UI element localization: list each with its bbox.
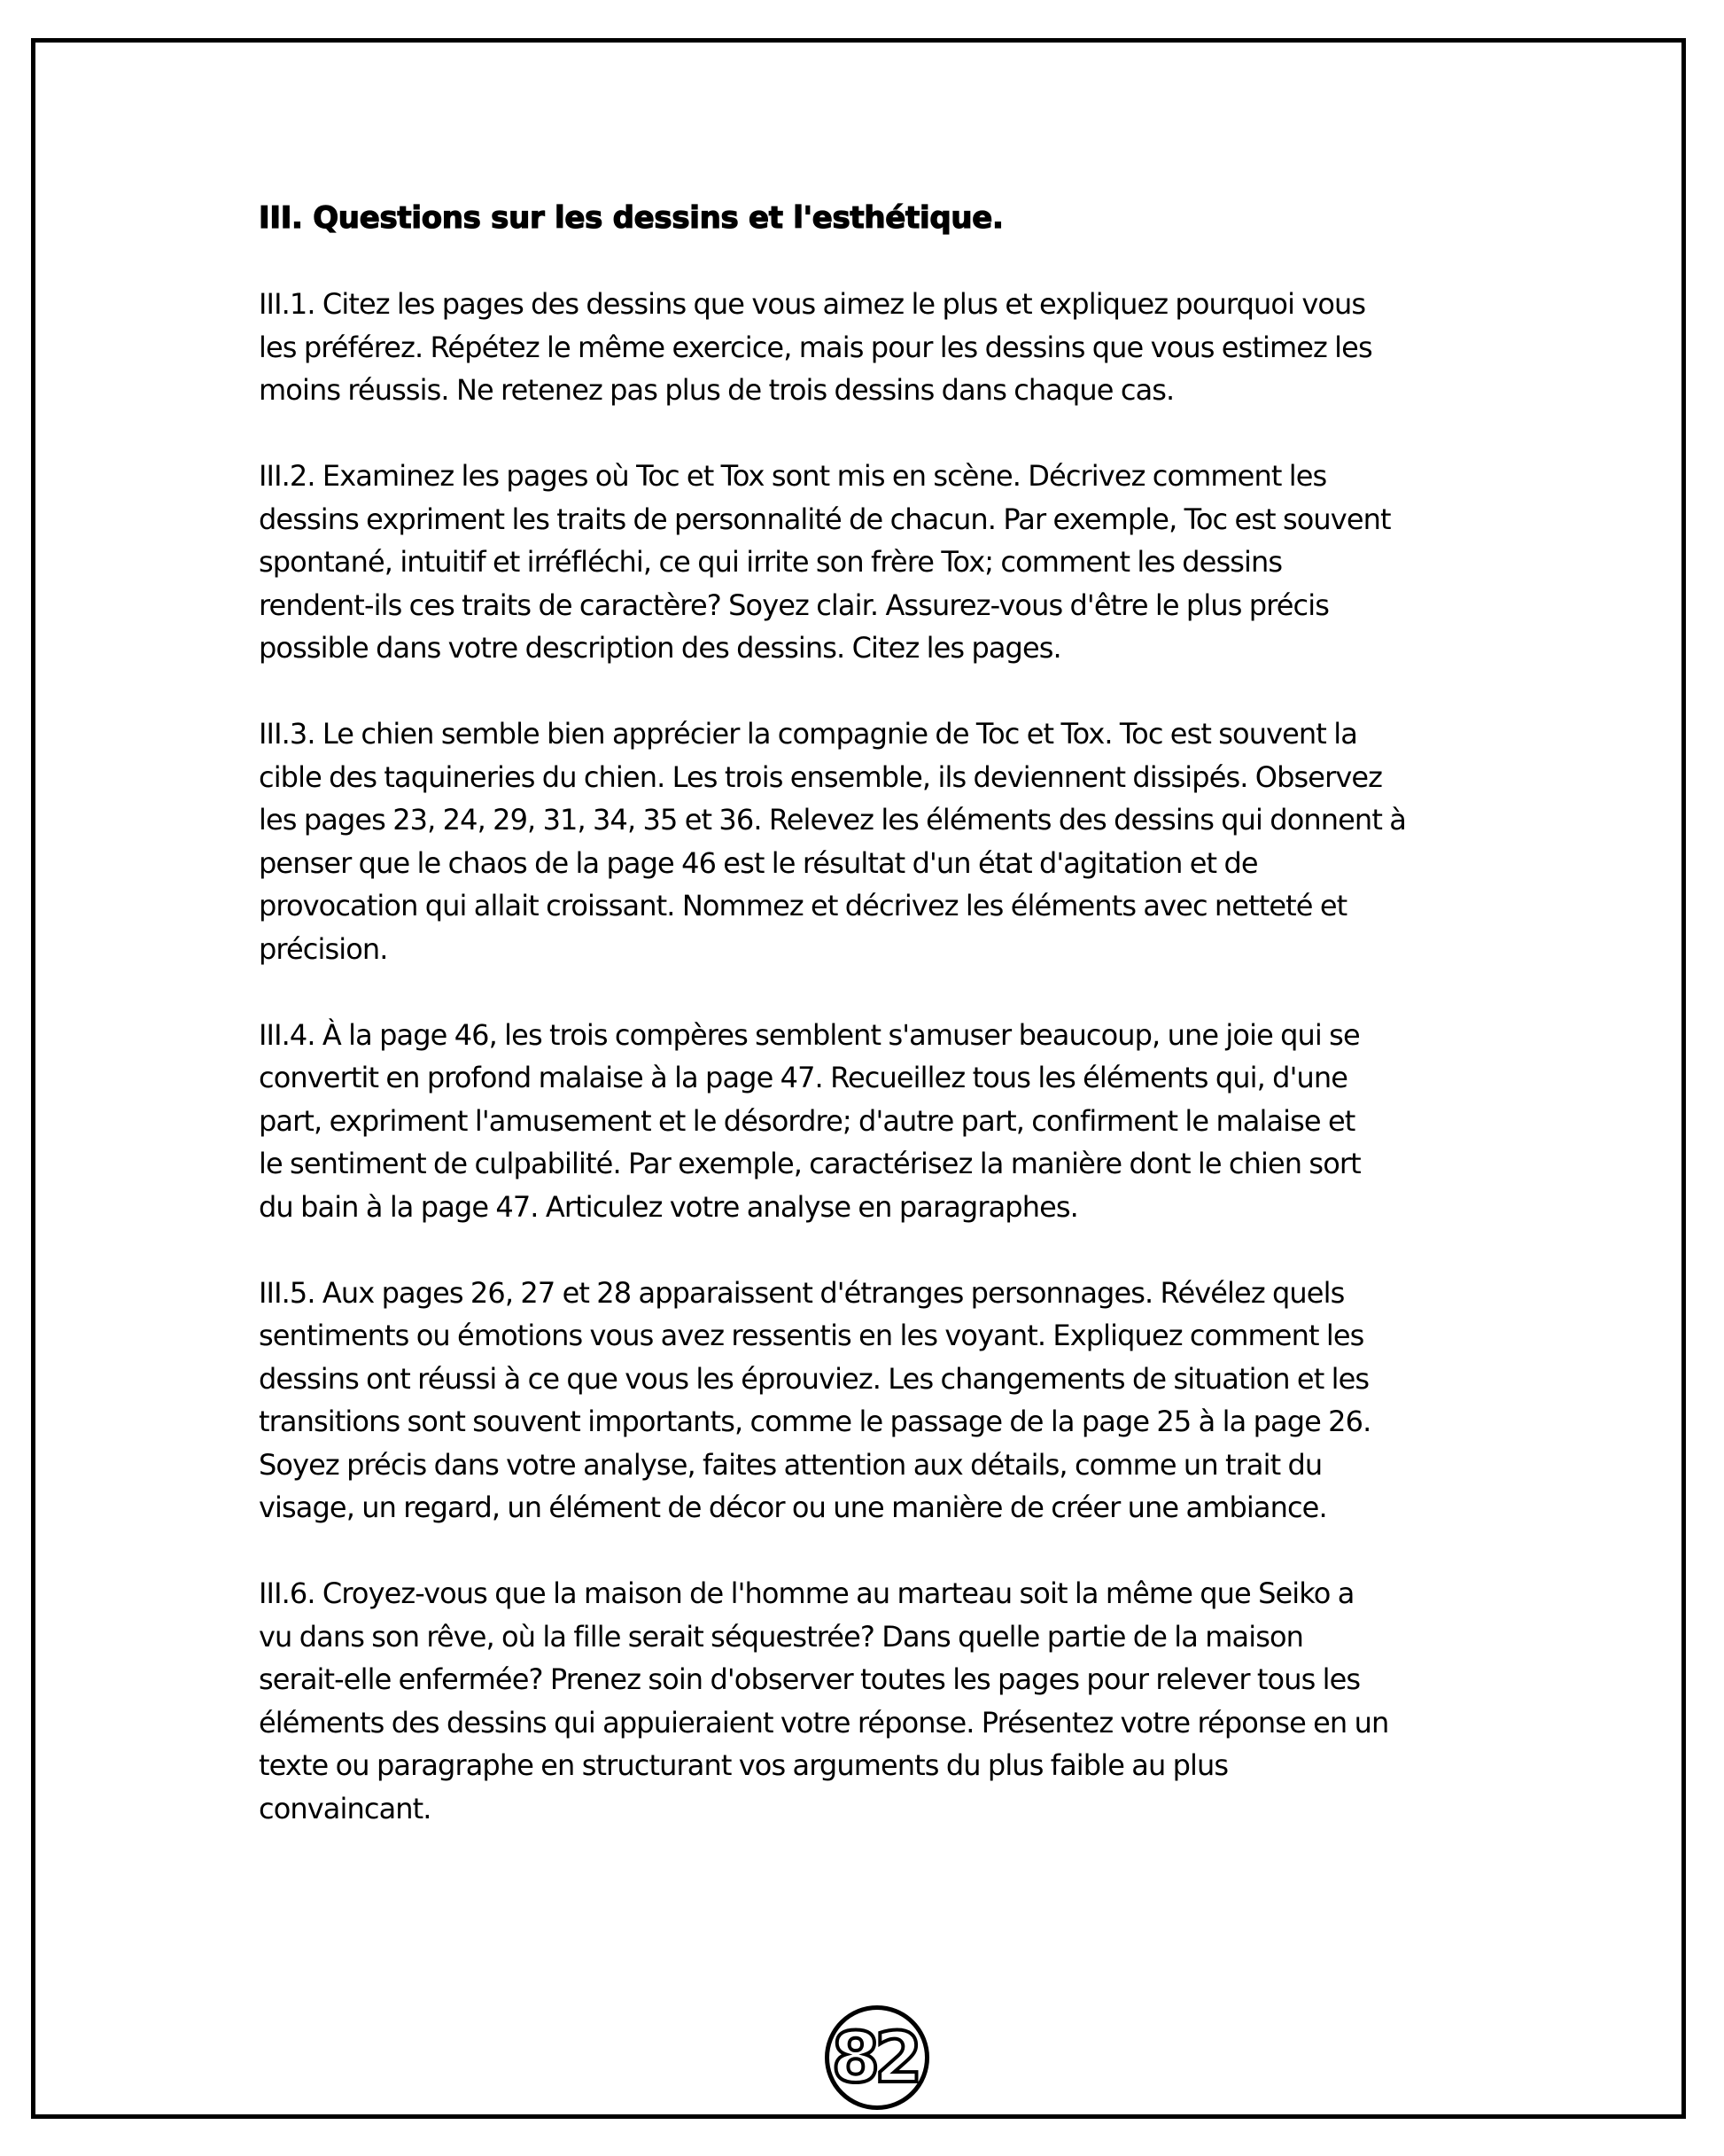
question-line: III.2. Examinez les pages où Toc et Tox sont mis en scène. Décrivez comment les — [259, 459, 1327, 493]
question-line: les préférez. Répétez le même exercice, mais pour les dessins que vous estimez les — [259, 330, 1372, 364]
question-line: précision. — [259, 931, 388, 966]
question-line: serait-elle enfermée? Prenez soin d'observer toutes les pages pour relever tous les — [259, 1662, 1361, 1696]
page-number-badge — [825, 2005, 929, 2110]
question-line: cible des taquineries du chien. Les trois ensemble, ils deviennent dissipés. Observez — [259, 759, 1383, 794]
question-line: spontané, intuitif et irréfléchi, ce qui irrite son frère Tox; comment les dessins — [259, 545, 1283, 579]
question-line: éléments des dessins qui appuieraient votre réponse. Présentez votre réponse en un — [259, 1705, 1389, 1740]
question-line: dessins expriment les traits de personnalité de chacun. Par exemple, Toc est souvent — [259, 502, 1391, 536]
question-III-6 — [259, 1572, 1517, 1830]
question-III-3 — [259, 712, 1517, 970]
question-line: le sentiment de culpabilité. Par exemple, caractérisez la manière dont le chien sort — [259, 1147, 1361, 1180]
question-line: provocation qui allait croissant. Nommez et décrivez les éléments avec netteté et — [259, 889, 1347, 922]
question-line: rendent-ils ces traits de caractère? Soyez clair. Assurez-vous d'être le plus précis — [259, 588, 1329, 622]
question-line: sentiments ou émotions vous avez ressentis en les voyant. Expliquez comment les — [259, 1319, 1364, 1352]
question-line: penser que le chaos de la page 46 est le résultat d'un état d'agitation et de — [259, 845, 1258, 880]
question-line: moins réussis. Ne retenez pas plus de trois dessins dans chaque cas. — [259, 373, 1175, 407]
question-line: III.5. Aux pages 26, 27 et 28 apparaissent d'étranges personnages. Révélez quels — [259, 1275, 1345, 1310]
question-line: III.1. Citez les pages des dessins que vous aimez le plus et expliquez pourquoi vous — [259, 287, 1366, 321]
question-line: texte ou paragraphe en structurant vos arguments du plus faible au plus — [259, 1748, 1229, 1782]
question-line: III.6. Croyez-vous que la maison de l'homme au marteau soit la même que Seiko a — [259, 1576, 1355, 1610]
question-line: transitions sont souvent importants, comme le passage de la page 25 à la page 26. — [259, 1405, 1371, 1438]
question-line: III.4. À la page 46, les trois compères semblent s'amuser beaucoup, une joie qui se — [259, 1017, 1360, 1052]
question-line: III.3. Le chien semble bien apprécier la compagnie de Toc et Tox. Toc est souvent la — [259, 717, 1357, 751]
question-line: convaincant. — [259, 1791, 431, 1825]
page-number: 82 — [831, 2019, 918, 2098]
question-line: possible dans votre description des dessins. Citez les pages. — [259, 631, 1061, 665]
question-line: les pages 23, 24, 29, 31, 34, 35 et 36. Relevez les éléments des dessins qui donnent à — [259, 803, 1406, 837]
section-heading: III. Questions sur les dessins et l'esthétique. — [259, 200, 1004, 236]
question-line: Soyez précis dans votre analyse, faites attention aux détails, comme un trait du — [259, 1447, 1323, 1482]
question-line: convertit en profond malaise à la page 47. Recueillez tous les éléments qui, d'une — [259, 1061, 1348, 1094]
question-line: vu dans son rêve, où la fille serait séquestrée? Dans quelle partie de la maison — [259, 1619, 1304, 1654]
question-line: du bain à la page 47. Articulez votre analyse en paragraphes. — [259, 1189, 1078, 1224]
question-line: visage, un regard, un élément de décor ou une manière de créer une ambiance. — [259, 1491, 1327, 1524]
question-III-1 — [259, 283, 1517, 412]
question-III-4 — [259, 1014, 1517, 1229]
question-III-2 — [259, 455, 1517, 670]
question-III-5 — [259, 1272, 1517, 1529]
question-line: dessins ont réussi à ce que vous les éprouviez. Les changements de situation et les — [259, 1361, 1370, 1396]
document-content — [259, 197, 1517, 1873]
question-line: part, expriment l'amusement et le désordre; d'autre part, confirment le malaise et — [259, 1103, 1355, 1138]
